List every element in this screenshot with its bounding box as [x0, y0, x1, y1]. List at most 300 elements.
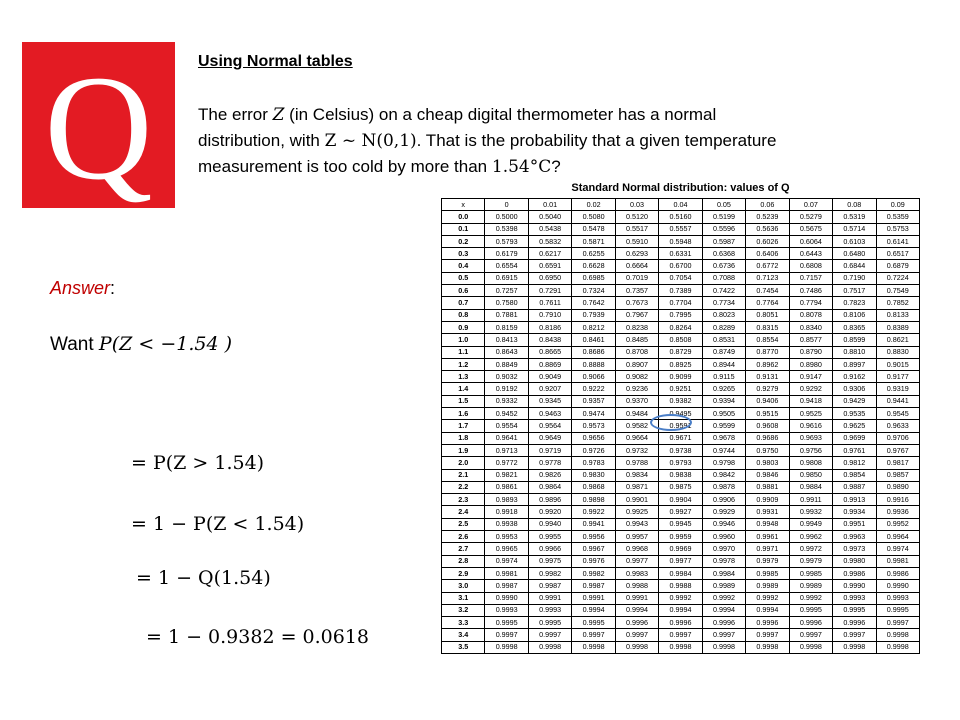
table-cell: 0.9772 — [485, 457, 528, 469]
want-text: Want — [50, 334, 99, 355]
table-cell: 0.6255 — [572, 248, 615, 260]
question-distribution: Z ~ N(0,1) — [324, 131, 417, 151]
column-header: 0.05 — [702, 199, 745, 211]
table-cell: 0.9998 — [528, 641, 571, 653]
table-cell: 0.9591 — [659, 420, 702, 432]
table-cell: 0.6331 — [659, 248, 702, 260]
table-cell: 0.9967 — [572, 543, 615, 555]
table-cell: 0.9394 — [702, 395, 745, 407]
table-cell: 0.9032 — [485, 371, 528, 383]
table-cell: 0.9976 — [572, 555, 615, 567]
table-cell: 0.9995 — [572, 617, 615, 629]
table-cell: 0.9996 — [833, 617, 876, 629]
table-cell: 0.9998 — [702, 641, 745, 653]
table-cell: 0.9981 — [876, 555, 919, 567]
row-header: 1.0 — [442, 334, 485, 346]
table-row — [442, 383, 920, 395]
table-row — [442, 506, 920, 518]
table-cell: 0.9713 — [485, 444, 528, 456]
column-header: x — [442, 199, 485, 211]
table-cell: 0.5040 — [528, 211, 571, 223]
table-cell: 0.7123 — [746, 272, 789, 284]
want-line — [50, 333, 232, 356]
table-cell: 0.9988 — [615, 580, 658, 592]
table-cell: 0.8051 — [746, 309, 789, 321]
table-cell: 0.9082 — [615, 371, 658, 383]
table-cell: 0.9998 — [876, 629, 919, 641]
answer-step-4: = 1 − 0.9382 = 0.0618 — [146, 626, 370, 648]
row-header: 1.6 — [442, 408, 485, 420]
table-cell: 0.7454 — [746, 285, 789, 297]
table-cell: 0.9982 — [572, 567, 615, 579]
table-cell: 0.9984 — [702, 567, 745, 579]
table-row — [442, 432, 920, 444]
table-cell: 0.9838 — [659, 469, 702, 481]
table-cell: 0.9881 — [746, 481, 789, 493]
table-cell: 0.8708 — [615, 346, 658, 358]
question-line1-b: (in Celsius) on a cheap digital thermometer has a normal — [284, 105, 717, 124]
table-cell: 0.9834 — [615, 469, 658, 481]
table-row — [442, 604, 920, 616]
table-cell: 0.8869 — [528, 358, 571, 370]
table-cell: 0.9893 — [485, 494, 528, 506]
table-row — [442, 580, 920, 592]
table-cell: 0.9992 — [746, 592, 789, 604]
table-row — [442, 358, 920, 370]
table-row — [442, 285, 920, 297]
table-cell: 0.5753 — [876, 223, 919, 235]
table-cell: 0.9971 — [746, 543, 789, 555]
table-cell: 0.9906 — [702, 494, 745, 506]
answer-step-2: = 1 − P(Z < 1.54) — [131, 513, 305, 535]
table-cell: 0.8944 — [702, 358, 745, 370]
table-cell: 0.7704 — [659, 297, 702, 309]
table-cell: 0.9898 — [572, 494, 615, 506]
table-cell: 0.9995 — [528, 617, 571, 629]
table-cell: 0.6772 — [746, 260, 789, 272]
table-cell: 0.6026 — [746, 235, 789, 247]
table-cell: 0.9099 — [659, 371, 702, 383]
table-cell: 0.9968 — [615, 543, 658, 555]
table-row — [442, 371, 920, 383]
table-cell: 0.7224 — [876, 272, 919, 284]
table-cell: 0.9998 — [833, 641, 876, 653]
table-cell: 0.9495 — [659, 408, 702, 420]
table-cell: 0.9750 — [746, 444, 789, 456]
row-header: 2.6 — [442, 531, 485, 543]
table-cell: 0.9932 — [789, 506, 832, 518]
table-cell: 0.9997 — [833, 629, 876, 641]
table-row — [442, 469, 920, 481]
want-expression: P(Z < −1.54 ) — [98, 333, 232, 355]
table-cell: 0.9901 — [615, 494, 658, 506]
table-cell: 0.9981 — [485, 567, 528, 579]
table-cell: 0.9936 — [876, 506, 919, 518]
table-cell: 0.9505 — [702, 408, 745, 420]
table-cell: 0.9332 — [485, 395, 528, 407]
table-cell: 0.9963 — [833, 531, 876, 543]
table-cell: 0.9998 — [746, 641, 789, 653]
table-cell: 0.9911 — [789, 494, 832, 506]
table-cell: 0.9920 — [528, 506, 571, 518]
table-cell: 0.8186 — [528, 321, 571, 333]
table-cell: 0.9778 — [528, 457, 571, 469]
table-cell: 0.7939 — [572, 309, 615, 321]
table-cell: 0.5319 — [833, 211, 876, 223]
question-line1-a: The error — [198, 105, 273, 124]
table-cell: 0.9726 — [572, 444, 615, 456]
table-cell: 0.7389 — [659, 285, 702, 297]
table-cell: 0.5239 — [746, 211, 789, 223]
table-cell: 0.8461 — [572, 334, 615, 346]
table-cell: 0.8686 — [572, 346, 615, 358]
table-cell: 0.9993 — [528, 604, 571, 616]
row-header: 0.2 — [442, 235, 485, 247]
table-cell: 0.9997 — [572, 629, 615, 641]
table-cell: 0.9793 — [659, 457, 702, 469]
table-cell: 0.7088 — [702, 272, 745, 284]
table-cell: 0.8485 — [615, 334, 658, 346]
table-cell: 0.9649 — [528, 432, 571, 444]
table-cell: 0.8554 — [746, 334, 789, 346]
table-cell: 0.8577 — [789, 334, 832, 346]
table-cell: 0.9345 — [528, 395, 571, 407]
table-cell: 0.6103 — [833, 235, 876, 247]
table-cell: 0.5160 — [659, 211, 702, 223]
table-cell: 0.9554 — [485, 420, 528, 432]
table-cell: 0.7157 — [789, 272, 832, 284]
q-logo — [22, 42, 175, 211]
column-header: 0.02 — [572, 199, 615, 211]
table-cell: 0.9953 — [485, 531, 528, 543]
table-cell: 0.8238 — [615, 321, 658, 333]
table-cell: 0.9974 — [876, 543, 919, 555]
row-header: 3.4 — [442, 629, 485, 641]
table-cell: 0.8621 — [876, 334, 919, 346]
table-cell: 0.9946 — [702, 518, 745, 530]
table-cell: 0.9987 — [528, 580, 571, 592]
table-cell: 0.9452 — [485, 408, 528, 420]
table-cell: 0.8413 — [485, 334, 528, 346]
table-cell: 0.8264 — [659, 321, 702, 333]
table-cell: 0.7580 — [485, 297, 528, 309]
table-cell: 0.6179 — [485, 248, 528, 260]
table-cell: 0.9850 — [789, 469, 832, 481]
table-cell: 0.9997 — [485, 629, 528, 641]
table-cell: 0.8133 — [876, 309, 919, 321]
table-row — [442, 297, 920, 309]
question-line3-b: ? — [551, 157, 561, 176]
table-cell: 0.9979 — [746, 555, 789, 567]
table-cell: 0.9633 — [876, 420, 919, 432]
table-cell: 0.9878 — [702, 481, 745, 493]
table-cell: 0.9830 — [572, 469, 615, 481]
table-cell: 0.8907 — [615, 358, 658, 370]
question-var-z: Z — [272, 105, 285, 125]
table-cell: 0.9973 — [833, 543, 876, 555]
table-cell: 0.6064 — [789, 235, 832, 247]
table-cell: 0.9945 — [659, 518, 702, 530]
table-cell: 0.8078 — [789, 309, 832, 321]
table-cell: 0.9996 — [789, 617, 832, 629]
table-cell: 0.9991 — [572, 592, 615, 604]
table-cell: 0.5793 — [485, 235, 528, 247]
table-cell: 0.9545 — [876, 408, 919, 420]
table-cell: 0.9909 — [746, 494, 789, 506]
table-cell: 0.9306 — [833, 383, 876, 395]
table-cell: 0.5871 — [572, 235, 615, 247]
table-cell: 0.9979 — [789, 555, 832, 567]
table-cell: 0.9985 — [789, 567, 832, 579]
row-header: 0.6 — [442, 285, 485, 297]
table-cell: 0.9994 — [659, 604, 702, 616]
table-cell: 0.9977 — [615, 555, 658, 567]
table-cell: 0.9916 — [876, 494, 919, 506]
table-cell: 0.9319 — [876, 383, 919, 395]
table-cell: 0.7291 — [528, 285, 571, 297]
table-cell: 0.9956 — [572, 531, 615, 543]
table-cell: 0.9984 — [659, 567, 702, 579]
row-header: 3.2 — [442, 604, 485, 616]
table-cell: 0.9817 — [876, 457, 919, 469]
table-cell: 0.9783 — [572, 457, 615, 469]
table-cell: 0.9846 — [746, 469, 789, 481]
table-cell: 0.9641 — [485, 432, 528, 444]
row-header: 2.5 — [442, 518, 485, 530]
table-row — [442, 334, 920, 346]
table-cell: 0.9115 — [702, 371, 745, 383]
row-header: 0.0 — [442, 211, 485, 223]
table-cell: 0.9625 — [833, 420, 876, 432]
table-row — [442, 555, 920, 567]
table-cell: 0.6406 — [746, 248, 789, 260]
column-header: 0.07 — [789, 199, 832, 211]
row-header: 1.3 — [442, 371, 485, 383]
table-cell: 0.9678 — [702, 432, 745, 444]
table-row — [442, 211, 920, 223]
answer-colon: : — [110, 278, 116, 298]
row-header: 1.8 — [442, 432, 485, 444]
table-cell: 0.9938 — [485, 518, 528, 530]
table-cell: 0.9515 — [746, 408, 789, 420]
table-cell: 0.9994 — [702, 604, 745, 616]
table-cell: 0.9854 — [833, 469, 876, 481]
table-cell: 0.9966 — [528, 543, 571, 555]
table-cell: 0.5714 — [833, 223, 876, 235]
table-cell: 0.9997 — [789, 629, 832, 641]
table-cell: 0.5080 — [572, 211, 615, 223]
table-cell: 0.9429 — [833, 395, 876, 407]
table-cell: 0.9982 — [528, 567, 571, 579]
table-row — [442, 395, 920, 407]
table-cell: 0.9987 — [485, 580, 528, 592]
row-header: 2.1 — [442, 469, 485, 481]
table-cell: 0.9998 — [615, 641, 658, 653]
row-header: 3.1 — [442, 592, 485, 604]
table-row — [442, 223, 920, 235]
table-cell: 0.9987 — [572, 580, 615, 592]
table-cell: 0.8749 — [702, 346, 745, 358]
table-cell: 0.9738 — [659, 444, 702, 456]
table-cell: 0.7881 — [485, 309, 528, 321]
table-cell: 0.9525 — [789, 408, 832, 420]
table-cell: 0.9599 — [702, 420, 745, 432]
table-cell: 0.5675 — [789, 223, 832, 235]
table-cell: 0.8810 — [833, 346, 876, 358]
table-cell: 0.9857 — [876, 469, 919, 481]
table-cell: 0.6879 — [876, 260, 919, 272]
table-cell: 0.9998 — [485, 641, 528, 653]
table-cell: 0.9656 — [572, 432, 615, 444]
table-cell: 0.9994 — [572, 604, 615, 616]
table-cell: 0.9066 — [572, 371, 615, 383]
table-cell: 0.7324 — [572, 285, 615, 297]
table-cell: 0.9993 — [876, 592, 919, 604]
table-cell: 0.8389 — [876, 321, 919, 333]
table-cell: 0.9761 — [833, 444, 876, 456]
table-cell: 0.9842 — [702, 469, 745, 481]
table-cell: 0.9989 — [789, 580, 832, 592]
table-row — [442, 444, 920, 456]
table-cell: 0.5832 — [528, 235, 571, 247]
table-cell: 0.9693 — [789, 432, 832, 444]
row-header: 1.1 — [442, 346, 485, 358]
table-cell: 0.9959 — [659, 531, 702, 543]
table-cell: 0.9251 — [659, 383, 702, 395]
row-header: 2.8 — [442, 555, 485, 567]
table-cell: 0.9997 — [615, 629, 658, 641]
table-cell: 0.6517 — [876, 248, 919, 260]
table-cell: 0.9995 — [789, 604, 832, 616]
table-cell: 0.7422 — [702, 285, 745, 297]
table-cell: 0.9997 — [702, 629, 745, 641]
table-cell: 0.5279 — [789, 211, 832, 223]
table-cell: 0.8925 — [659, 358, 702, 370]
table-cell: 0.9991 — [528, 592, 571, 604]
table-cell: 0.8830 — [876, 346, 919, 358]
table-cell: 0.9992 — [702, 592, 745, 604]
table-cell: 0.5987 — [702, 235, 745, 247]
table-cell: 0.9997 — [528, 629, 571, 641]
table-cell: 0.9871 — [615, 481, 658, 493]
table-cell: 0.7852 — [876, 297, 919, 309]
table-cell: 0.6141 — [876, 235, 919, 247]
table-cell: 0.8962 — [746, 358, 789, 370]
table-cell: 0.8531 — [702, 334, 745, 346]
table-cell: 0.6628 — [572, 260, 615, 272]
table-cell: 0.9803 — [746, 457, 789, 469]
table-cell: 0.9957 — [615, 531, 658, 543]
table-cell: 0.9969 — [659, 543, 702, 555]
answer-label-text: Answer — [50, 278, 111, 298]
table-cell: 0.7734 — [702, 297, 745, 309]
table-cell: 0.9997 — [746, 629, 789, 641]
table-cell: 0.9986 — [876, 567, 919, 579]
table-row — [442, 592, 920, 604]
table-cell: 0.6480 — [833, 248, 876, 260]
table-cell: 0.6554 — [485, 260, 528, 272]
table-cell: 0.6591 — [528, 260, 571, 272]
question-text — [198, 102, 898, 180]
table-row — [442, 248, 920, 260]
table-cell: 0.9441 — [876, 395, 919, 407]
table-cell: 0.9985 — [746, 567, 789, 579]
table-row — [442, 309, 920, 321]
column-header: 0.04 — [659, 199, 702, 211]
table-cell: 0.9808 — [789, 457, 832, 469]
table-cell: 0.9922 — [572, 506, 615, 518]
table-cell: 0.9573 — [572, 420, 615, 432]
table-cell: 0.9993 — [833, 592, 876, 604]
table-cell: 0.9952 — [876, 518, 919, 530]
table-cell: 0.9147 — [789, 371, 832, 383]
table-row — [442, 543, 920, 555]
table-cell: 0.7673 — [615, 297, 658, 309]
table-cell: 0.9664 — [615, 432, 658, 444]
table-cell: 0.9582 — [615, 420, 658, 432]
row-header: 2.7 — [442, 543, 485, 555]
table-cell: 0.9896 — [528, 494, 571, 506]
table-cell: 0.8212 — [572, 321, 615, 333]
table-cell: 0.6217 — [528, 248, 571, 260]
row-header: 2.3 — [442, 494, 485, 506]
table-cell: 0.9986 — [833, 567, 876, 579]
table-cell: 0.9699 — [833, 432, 876, 444]
table-cell: 0.9671 — [659, 432, 702, 444]
table-row — [442, 518, 920, 530]
table-cell: 0.9929 — [702, 506, 745, 518]
column-header: 0 — [485, 199, 528, 211]
table-cell: 0.5948 — [659, 235, 702, 247]
table-cell: 0.9357 — [572, 395, 615, 407]
table-cell: 0.7019 — [615, 272, 658, 284]
table-row — [442, 457, 920, 469]
table-cell: 0.7642 — [572, 297, 615, 309]
table-cell: 0.8599 — [833, 334, 876, 346]
table-cell: 0.9756 — [789, 444, 832, 456]
table-cell: 0.5000 — [485, 211, 528, 223]
table-cell: 0.9992 — [659, 592, 702, 604]
table-row — [442, 617, 920, 629]
row-header: 0.8 — [442, 309, 485, 321]
table-cell: 0.9370 — [615, 395, 658, 407]
table-cell: 0.9131 — [746, 371, 789, 383]
table-cell: 0.5359 — [876, 211, 919, 223]
table-cell: 0.9996 — [746, 617, 789, 629]
row-header: 3.0 — [442, 580, 485, 592]
table-cell: 0.9995 — [876, 604, 919, 616]
table-cell: 0.9162 — [833, 371, 876, 383]
table-cell: 0.7486 — [789, 285, 832, 297]
table-cell: 0.6985 — [572, 272, 615, 284]
table-cell: 0.8438 — [528, 334, 571, 346]
question-line2-a: distribution, with — [198, 131, 325, 150]
table-cell: 0.9998 — [789, 641, 832, 653]
table-cell: 0.5120 — [615, 211, 658, 223]
table-cell: 0.9744 — [702, 444, 745, 456]
table-cell: 0.9015 — [876, 358, 919, 370]
table-cell: 0.8289 — [702, 321, 745, 333]
table-row — [442, 260, 920, 272]
row-header: 1.7 — [442, 420, 485, 432]
table-cell: 0.7823 — [833, 297, 876, 309]
table-row — [442, 494, 920, 506]
table-cell: 0.9608 — [746, 420, 789, 432]
table-cell: 0.7995 — [659, 309, 702, 321]
table-cell: 0.9994 — [746, 604, 789, 616]
table-row — [442, 531, 920, 543]
table-row — [442, 235, 920, 247]
